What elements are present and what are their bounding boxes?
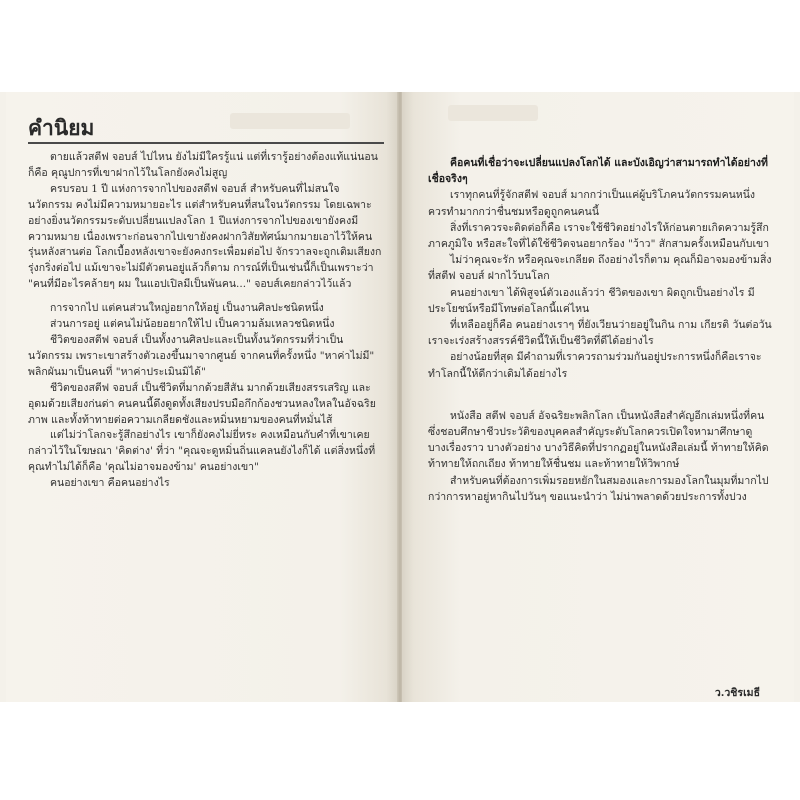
bleed-through-shape — [448, 105, 538, 121]
bleed-through-shape — [230, 113, 350, 129]
background-top — [0, 0, 800, 92]
paragraph: ครบรอบ 1 ปี แห่งการจากไปของสตีฟ จอบส์ สำหรับคนที่ไม่สนใจนวัตกรรม คงไม่มีความหมายอะไร แต่สำหรับคนที่สนใจนวัตกรรม โดยเฉพาะอย่างยิ่งนวัตกรรมระดับเปลี่ยนแปลงโลก 1 ปีแห่งการจากไปของเขายังคงมีความหมาย เนื่องเพราะก่อนจากไปเขายังคงฝากวิสัยทัศน์มากมายเอาไว้ให้คนรุ่นหลังสานต่อ โลกเบื้องหลังเขาจะยังคงกระเพื่อมต่อไป จักรวาลจะถูกเติมเสียงกรุ่งกริ่งต่อไป แม้เขาจะไม่มีตัวตนอยู่แล้วก็ตาม การณ์ที่เป็นเช่นนี้ก็เป็นเพราะว่า "คนที่มีอะไรคล้ายๆ ผม ในแอปเปิลมีเป็นพันคน..." จอบส์เคยกล่าวไว้แล้ว — [28, 182, 382, 291]
right-body-text — [428, 155, 772, 505]
paragraph: เราทุกคนที่รู้จักสตีฟ จอบส์ มากกว่าเป็นแค่ผู้บริโภคนวัตกรรมคนหนึ่ง ควรทำมากกว่าชื่นชมหรือดูถูกคนคนนี้ — [428, 189, 756, 218]
paragraph: ชีวิตของสตีฟ จอบส์ เป็นชีวิตที่มากด้วยสีสัน มากด้วยเสียงสรรเสริญ และอุดมด้วยเสียงก่นด่า คนคนนี้ดึงดูดทั้งเสียงปรบมือกึกก้องชวนหลงใหลในอัจฉริยภาพ และทั้งท้าทายต่อความเกลียดชังและหมิ่นหยามของคนที่หมั่นไส้ — [28, 381, 376, 426]
paragraph: อย่างน้อยที่สุด มีคำถามที่เราควรถามร่วมกันอยู่ประการหนึ่งก็คือเราจะทำโลกนี้ให้ดีกว่าเดิมได้อย่างไร — [428, 351, 762, 380]
title-underline — [28, 142, 384, 144]
paragraph: แต่ไม่ว่าโลกจะรู้สึกอย่างไร เขาก็ยังคงไม่ยี่หระ คงเหมือนกับคำที่เขาเคยกล่าวไว้ในโฆษณา 'คิดต่าง' ที่ว่า "คุณจะดูหมิ่นถิ่นแคลนยังไงก็ได้ แต่สิ่งหนึ่งที่คุณทำไม่ได้ก็คือ 'คุณไม่อาจมองข้าม' คนอย่างเขา" — [28, 429, 376, 474]
paragraph: ส่วนการอยู่ แต่คนไม่น้อยอยากให้ไป เป็นความล้มเหลวชนิดหนึ่ง — [50, 318, 335, 331]
lead-paragraph: คือคนที่เชื่อว่าจะเปลี่ยนแปลงโลกได้ และบังเอิญว่าสามารถทำได้อย่างที่เชื่อจริงๆ — [428, 157, 768, 186]
page-title: คำนิยม — [28, 116, 95, 140]
paragraph: สิ่งที่เราควรจะติดต่อก็คือ เราจะใช้ชีวิตอย่างไรให้ก่อนตายเกิดความรู้สึกภาคภูมิใจ หรือสะใจที่ได้ใช้ชีวิตจนอยากร้อง "ว้าว" สักสามครั้งเหมือนกับเขา — [428, 221, 770, 251]
author-signature: ว.วชิรเมธี — [714, 687, 760, 699]
paragraph: ชีวิตของสตีฟ จอบส์ เป็นทั้งงานศิลปะและเป็นทั้งนวัตกรรมที่ว่าเป็นนวัตกรรม เพราะเขาสร้างตัวเองขึ้นมาจากศูนย์ จากคนที่ครั้งหนึ่ง "หาค่าไม่มี" พลิกผันมาเป็นคนที่ "หาค่าประเมินมิได้" — [28, 333, 375, 378]
paragraph: ที่เหลืออยู่ก็คือ คนอย่างเราๆ ที่ยังเวียนว่ายอยู่ในกิน กาม เกียรติ วันต่อวัน เราจะเร่งสร้างสรรค์ชีวิตนี้ให้เป็นชีวิตที่ดีได้อย่างไร — [428, 319, 772, 348]
paragraph: ไม่ว่าคุณจะรัก หรือคุณจะเกลียด ถึงอย่างไรก็ตาม คุณก็มิอาจมองข้ามสิ่งที่สตีฟ จอบส์ ฝากไว้บนโลก — [428, 254, 772, 283]
paragraph: หนังสือ สตีฟ จอบส์ อัจฉริยะพลิกโลก เป็นหนังสือสำคัญอีกเล่มหนึ่งที่คนซึ่งชอบศึกษาชีวประวัติของบุคคลสำคัญระดับโลกควรเปิดใจหามาศึกษาดู บางเรื่องราว บางตัวอย่าง บางวิธีคิดที่ปรากฏอยู่ในหนังสือเล่มนี้ ท้าทายให้คิด ท้าทายให้ถกเถียง ท้าทายให้ชื่นชม และท้าทายให้วิพากษ์ — [428, 409, 769, 471]
paragraph: คนอย่างเขา คือคนอย่างไร — [50, 477, 170, 490]
paragraph: สำหรับคนที่ต้องการเพิ่มรอยหยักในสมองและการมองโลกในมุมที่มากไปกว่าการหาอยู่หากินไปวันๆ ขอแนะนำว่า ไม่น่าพลาดด้วยประการทั้งปวง — [428, 474, 769, 503]
paragraph: ตายแล้วสตีฟ จอบส์ ไปไหน ยังไม่มีใครรู้แน่ แต่ที่เรารู้อย่างต้องแท้แน่นอนก็คือ คุณูปการที่เขาฝากไว้ในโลกยังคงไม่สูญ — [28, 151, 378, 179]
left-body-text — [28, 150, 382, 492]
background-bottom — [0, 702, 800, 800]
paragraph: การจากไป แต่คนส่วนใหญ่อยากให้อยู่ เป็นงานศิลปะชนิดหนึ่ง — [50, 302, 324, 315]
paragraph: คนอย่างเขา ได้พิสูจน์ตัวเองแล้วว่า ชีวิตของเขา ผิดถูกเป็นอย่างไร มีประโยชน์หรือมีโทษต่อโลกนี้แค่ไหน — [428, 286, 755, 315]
